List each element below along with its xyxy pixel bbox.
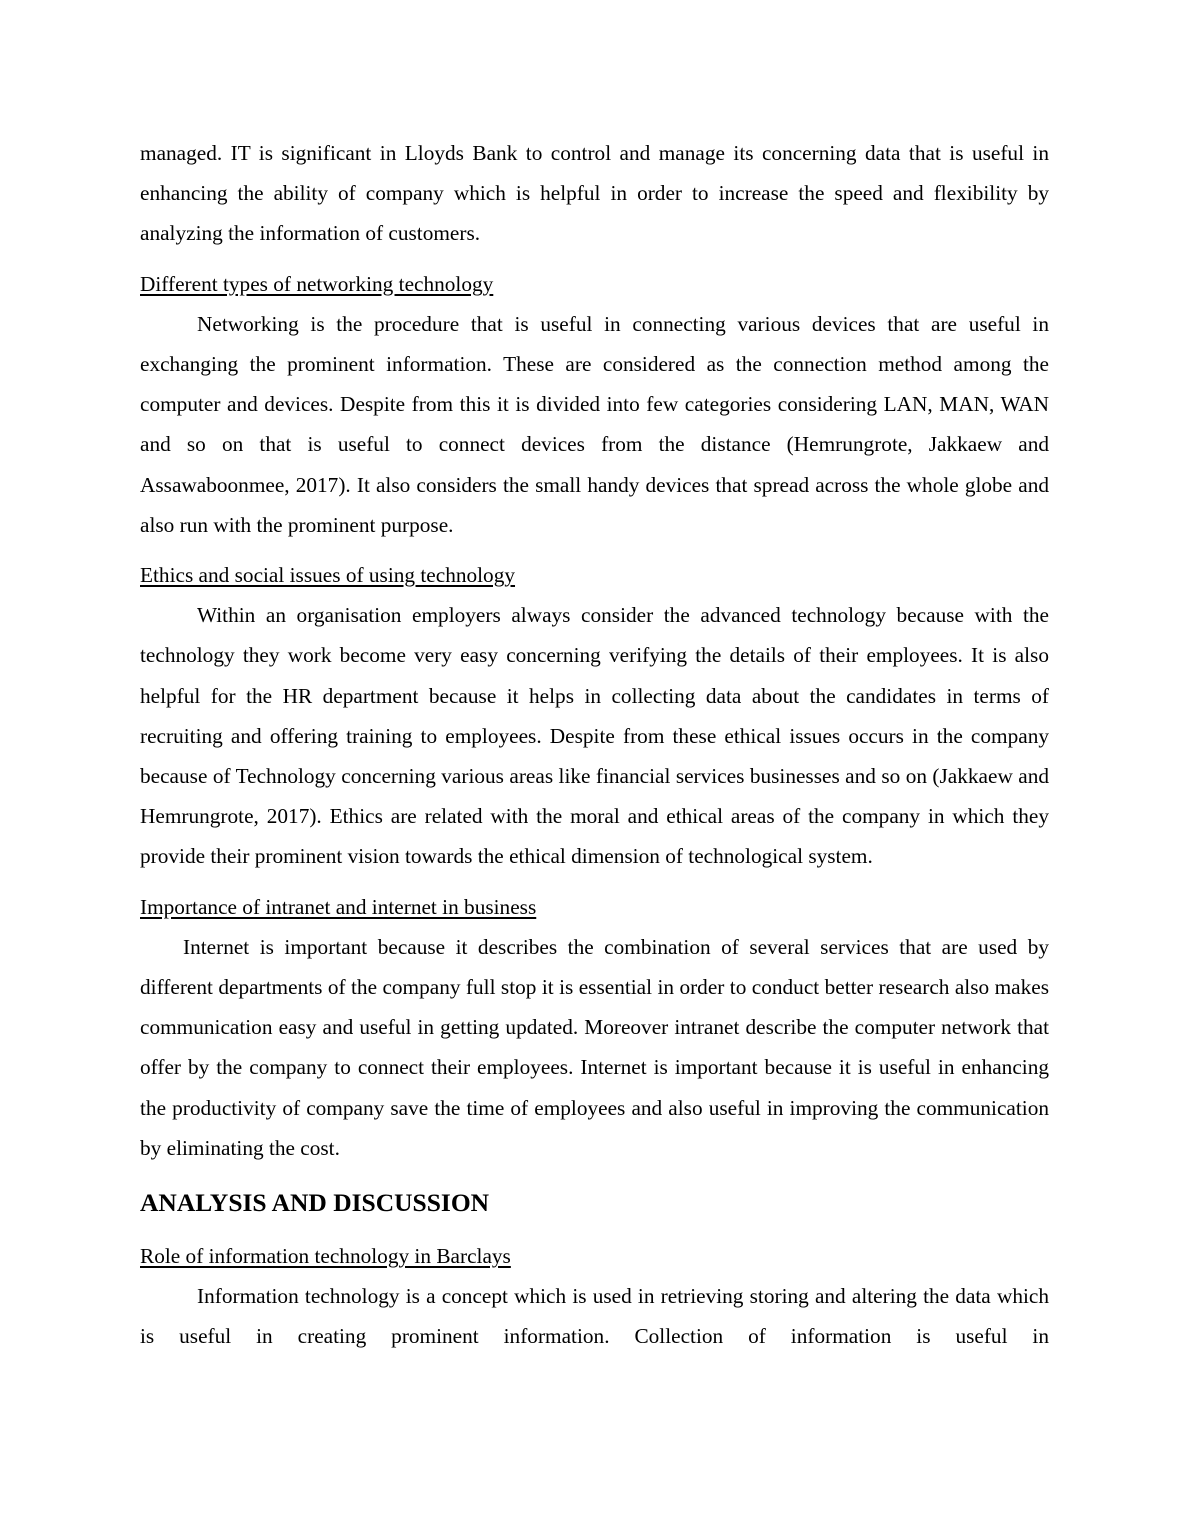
analysis-discussion-heading: ANALYSIS AND DISCUSSION — [140, 1188, 490, 1218]
heading-ethics-social-issues: Ethics and social issues of using technology — [140, 563, 516, 588]
document-page — [140, 133, 1049, 1357]
networking-paragraph: Networking is the procedure that is useful in connecting various devices that are useful in exchanging the prominent information. These are considered as the connection method among the computer and devices. Despite from this it is divided into few categories considering LAN, MAN, WAN and so on that is useful to connect devices from the distance (Hemrungrote, Jakkaew and Assawaboonmee, 2017). It also considers the small handy devices that spread across the whole globe and also run with the prominent purpose. — [140, 311, 1049, 537]
role-it-paragraph: Information technology is a concept which is used in retrieving storing and altering the data which is useful in creating prominent information. Collection of information is useful in — [140, 1284, 1049, 1349]
heading-intranet-internet: Importance of intranet and internet in business — [140, 894, 537, 919]
ethics-paragraph: Within an organisation employers always consider the advanced technology because with the technology they work become very easy concerning verifying the details of their employees. It is also helpful for the HR department because it helps in collecting data about the candidates in terms of recruiting and offering training to employees. Despite from these ethical issues occurs in the company because of Technology concerning various areas like financial services businesses and so on (Jakkaew and Hemrungrote, 2017). Ethics are related with the moral and ethical areas of the company in which they provide their prominent vision towards the ethical dimension of technological system. — [140, 603, 1049, 869]
intro-paragraph: managed. IT is significant in Lloyds Bank to control and manage its concerning data that is useful in enhancing the ability of company which is helpful in order to increase the speed and flexibility by analyzing the information of customers. — [140, 141, 1049, 246]
heading-networking-technology: Different types of networking technology — [140, 271, 494, 296]
heading-role-it-barclays: Role of information technology in Barclays — [140, 1244, 511, 1269]
intranet-internet-paragraph: Internet is important because it describes the combination of several services that are used by different departments of the company full stop it is essential in order to conduct better research also makes communication easy and useful in getting updated. Moreover intranet describe the computer network that offer by the company to connect their employees. Internet is important because it is useful in enhancing the productivity of company save the time of employees and also useful in improving the communication by eliminating the cost. — [140, 934, 1049, 1160]
